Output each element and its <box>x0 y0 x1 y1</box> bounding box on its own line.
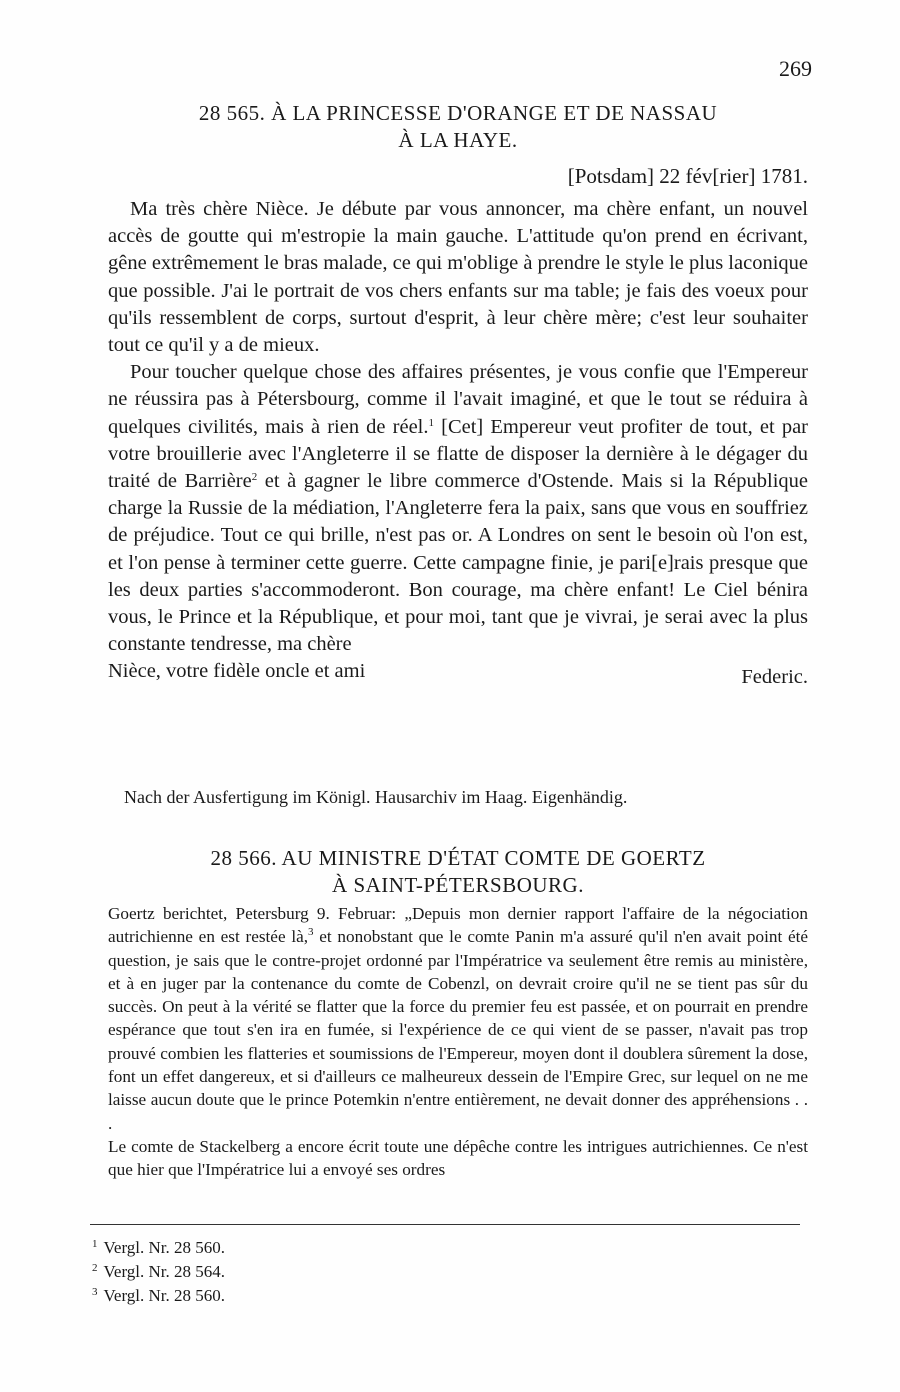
source-note: Nach der Ausfertigung im Königl. Hausarchiv im Haag. Eigenhändig. <box>124 787 628 807</box>
footnote-divider <box>90 1224 800 1225</box>
heading-line-1: 28 565. À LA PRINCESSE D'ORANGE ET DE NASSAU <box>198 101 718 125</box>
footnote-ref: 2 <box>251 471 258 484</box>
dateline: [Potsdam] 22 fév[rier] 1781. <box>567 164 808 188</box>
report-paragraph: Goertz berichtet, Petersburg 9. Februar: „Depuis mon dernier rapport l'affaire de la négociation autrichienne en est restée là,$^3$ et nonobstant que le comte Panin m'a assuré qu'il n'en avait point été question, je sais que le contre-projet ordonné par l'Impératrice va seulement être remis au ministère, et à en juger par la contenance du comte de Cobenzl, on devrait croire qu'il ne se tient pas sûr du succès. On peut à la vérité se flatter que la force du premier feu est passée, et on pourrait en prendre espérance que tout s'en ira en fumée, si l'expérience de ce qui vient de se passer, n'avait pas trop prouvé combien les flatteries et soumissions de l'Empereur, moyen dont il doublera sûrement la dose, font un effet dangereux, et si d'ailleurs ce malheureux dessein de l'Empire Grec, sur lequel on ne me laisse aucun doute que le prince Potemkin n'entre entièrement, ne devait donner des appréhensions . . . <box>108 904 809 1133</box>
footnotes <box>92 1234 225 1306</box>
letter-heading-28566 <box>108 845 808 899</box>
signature: Federic. <box>741 666 808 689</box>
footnote: $^2$ Vergl. Nr. 28 564. <box>92 1262 226 1281</box>
footnote: $^3$ Vergl. Nr. 28 560. <box>92 1286 226 1305</box>
page-number: 269 <box>779 56 812 81</box>
letter-paragraph: Pour toucher quelque chose des affaires présentes, je vous confie que l'Empereur ne réussira pas à Pétersbourg, comme il l'avait imaginé, et que le tout se réduira à quelques civilités, mais à rien de réel.$^1$ [Cet] Empereur veut profiter de tout, et par votre brouillerie avec l'Angleterre il se flatte de disposer la dernière à le dégager du traité de Barrière$^2$ et à gagner le libre commerce d'Ostende. Mais si la République charge la Russie de la médiation, l'Angleterre fera la paix, sans que vous en souffriez de préjudice. Tout ce qui brille, n'est pas or. A Londres on sent le besoin où l'on est, et l'on pense à terminer cette guerre. Cette campagne finie, je pari[e]rais presque que les deux parties s'accommoderont. Bon courage, ma chère enfant! Le Ciel bénira vous, le Prince et la République, et pour moi, tant que je vivrai, je serai avec la plus constante tendresse, ma chère <box>108 361 808 656</box>
letter-paragraph: Ma très chère Nièce. Je débute par vous annoncer, ma chère enfant, un nouvel accès de goutte qui m'estropie la main gauche. L'attitude qu'on prend en écrivant, gêne extrêmement le bras malade, ce qui m'oblige à prendre le style le plus laconique que possible. J'ai le portrait de vos chers enfants sur ma table; je fais des voeux pour qu'ils ressemblent de corps, surtout d'esprit, à leur chère mère; c'est leur souhaiter tout ce qu'il y a de mieux. <box>108 198 808 357</box>
letter-body-28565 <box>108 196 808 692</box>
footnote-ref: 3 <box>308 926 314 939</box>
footnote-ref: 1 <box>428 416 434 429</box>
heading-line-2: À LA HAYE. <box>398 128 518 152</box>
closing-text: Nièce, votre fidèle oncle et ami <box>108 660 366 683</box>
heading-line-2: À SAINT-PÉTERSBOURG. <box>332 873 584 897</box>
footnote: $^1$ Vergl. Nr. 28 560. <box>92 1238 226 1257</box>
letter-body-28566 <box>108 902 808 1182</box>
heading-line-1: 28 566. AU MINISTRE D'ÉTAT COMTE DE GOERTZ <box>210 846 706 870</box>
report-paragraph: Le comte de Stackelberg a encore écrit toute une dépêche contre les intrigues autrichiennes. Ce n'est que hier que l'Impératrice lui a envoyé ses ordres <box>108 1136 808 1180</box>
letter-heading-28565 <box>108 100 808 154</box>
closing-line <box>108 658 808 691</box>
